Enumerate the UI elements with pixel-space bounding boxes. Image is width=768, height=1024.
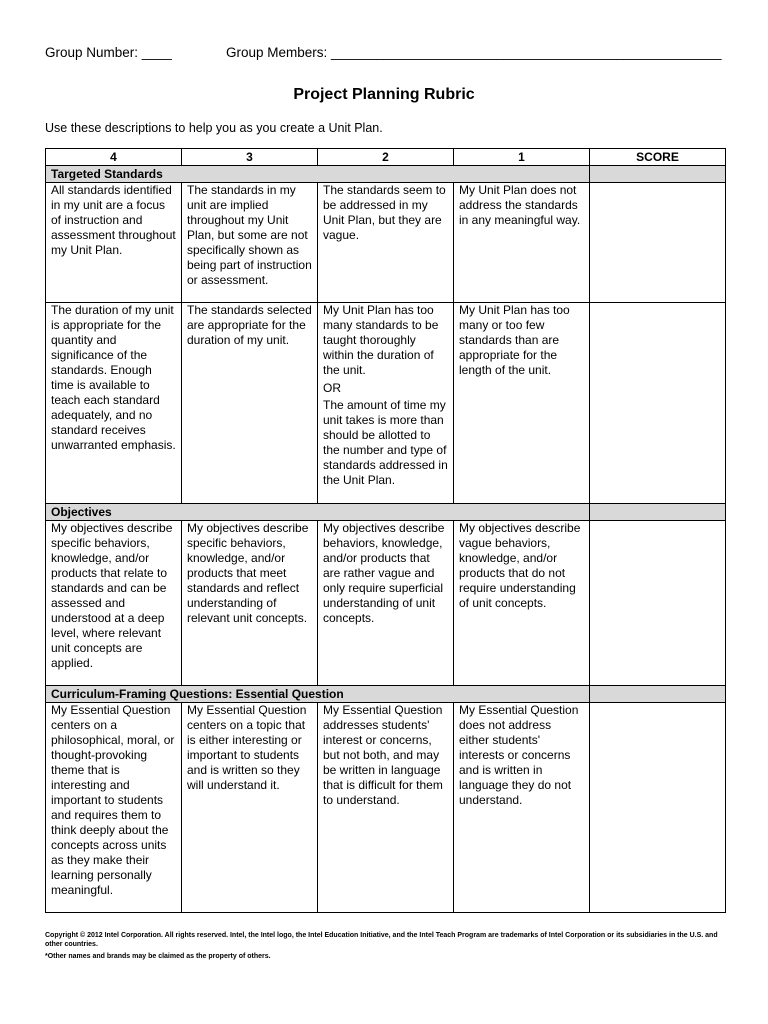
group-number-field: Group Number: ____ xyxy=(45,45,172,60)
cell-level-2: My objectives describe behaviors, knowledge, and/or products that are rather vague and only require superficial understanding of unit concepts. xyxy=(318,521,454,686)
section-heading-essential-question: Curriculum-Framing Questions: Essential Question xyxy=(46,686,590,703)
score-cell[interactable] xyxy=(590,303,726,504)
rubric-table xyxy=(45,148,726,913)
page-title: Project Planning Rubric xyxy=(293,86,475,103)
cell-level-2: The standards seem to be addressed in my Unit Plan, but they are vague. xyxy=(318,183,454,303)
rubric-header-row xyxy=(46,149,726,166)
cell-level-1: My Essential Question does not address either students' interests or concerns and is written in language they do not understand. xyxy=(454,703,590,913)
score-cell[interactable] xyxy=(590,521,726,686)
table-row xyxy=(46,303,726,504)
section-heading-row xyxy=(46,686,726,703)
cell-text: My Unit Plan has too many standards to be taught thoroughly within the duration of the unit. xyxy=(323,303,439,377)
table-row xyxy=(46,183,726,303)
column-header-1: 1 xyxy=(454,149,590,166)
section-heading-row xyxy=(46,504,726,521)
cell-level-3: My objectives describe specific behaviors, knowledge, and/or products that meet standards and reflect understanding of relevant unit concepts. xyxy=(182,521,318,686)
cell-level-3: My Essential Question centers on a topic that is either interesting or important to students and is written so they will understand it. xyxy=(182,703,318,913)
cell-level-3: The standards selected are appropriate for the duration of my unit. xyxy=(182,303,318,504)
column-header-2: 2 xyxy=(318,149,454,166)
cell-level-1: My objectives describe vague behaviors, knowledge, and/or products that do not require understanding of unit concepts. xyxy=(454,521,590,686)
cell-level-3: The standards in my unit are implied throughout my Unit Plan, but some are not specifically shown as being part of instruction or assessment. xyxy=(182,183,318,303)
cell-level-2 xyxy=(318,303,454,504)
intro-text: Use these descriptions to help you as you create a Unit Plan. xyxy=(45,121,383,135)
group-info-line xyxy=(45,45,725,60)
section-heading-objectives: Objectives xyxy=(46,504,590,521)
cell-level-4: My Essential Question centers on a philosophical, moral, or thought-provoking theme that is interesting and important to students and requires them to think deeply about the concepts across units as they make their learning personally meaningful. xyxy=(46,703,182,913)
section-heading-row xyxy=(46,166,726,183)
cell-level-4: All standards identified in my unit are a focus of instruction and assessment throughout my Unit Plan. xyxy=(46,183,182,303)
column-header-4: 4 xyxy=(46,149,182,166)
cell-text: The amount of time my unit takes is more than should be allotted to the number and type of standards addressed in the Unit Plan. xyxy=(323,398,448,487)
cell-level-1: My Unit Plan has too many or too few standards than are appropriate for the length of the unit. xyxy=(454,303,590,504)
score-cell[interactable] xyxy=(590,703,726,913)
section-heading-score-cell xyxy=(590,686,726,703)
copyright-notice: Copyright © 2012 Intel Corporation. All rights reserved. Intel, the Intel logo, the Intel Education Initiative, and the Intel Teach Program are trademarks of Intel Corporation or its subsidiaries in the U.S. and other countries. xyxy=(45,932,718,948)
copyright-footer xyxy=(45,931,725,961)
or-separator: OR xyxy=(323,381,341,395)
section-heading-score-cell xyxy=(590,166,726,183)
column-header-score: SCORE xyxy=(590,149,726,166)
cell-level-2: My Essential Question addresses students' interest or concerns, but not both, and may be written in language that is difficult for them to understand. xyxy=(318,703,454,913)
score-cell[interactable] xyxy=(590,183,726,303)
group-members-field: Group Members: ____________________________________________________ xyxy=(226,45,722,60)
section-heading-score-cell xyxy=(590,504,726,521)
cell-level-4: The duration of my unit is appropriate for the quantity and significance of the standards. Enough time is available to teach each standard adequately, and no standard receives unwarranted emphasis. xyxy=(46,303,182,504)
section-heading-targeted-standards: Targeted Standards xyxy=(46,166,590,183)
cell-level-1: My Unit Plan does not address the standards in any meaningful way. xyxy=(454,183,590,303)
cell-level-4: My objectives describe specific behaviors, knowledge, and/or products that relate to standards and can be assessed and understood at a deep level, where relevant unit concepts are applied. xyxy=(46,521,182,686)
table-row xyxy=(46,521,726,686)
trademark-notice: *Other names and brands may be claimed as the property of others. xyxy=(45,953,271,960)
column-header-3: 3 xyxy=(182,149,318,166)
table-row xyxy=(46,703,726,913)
